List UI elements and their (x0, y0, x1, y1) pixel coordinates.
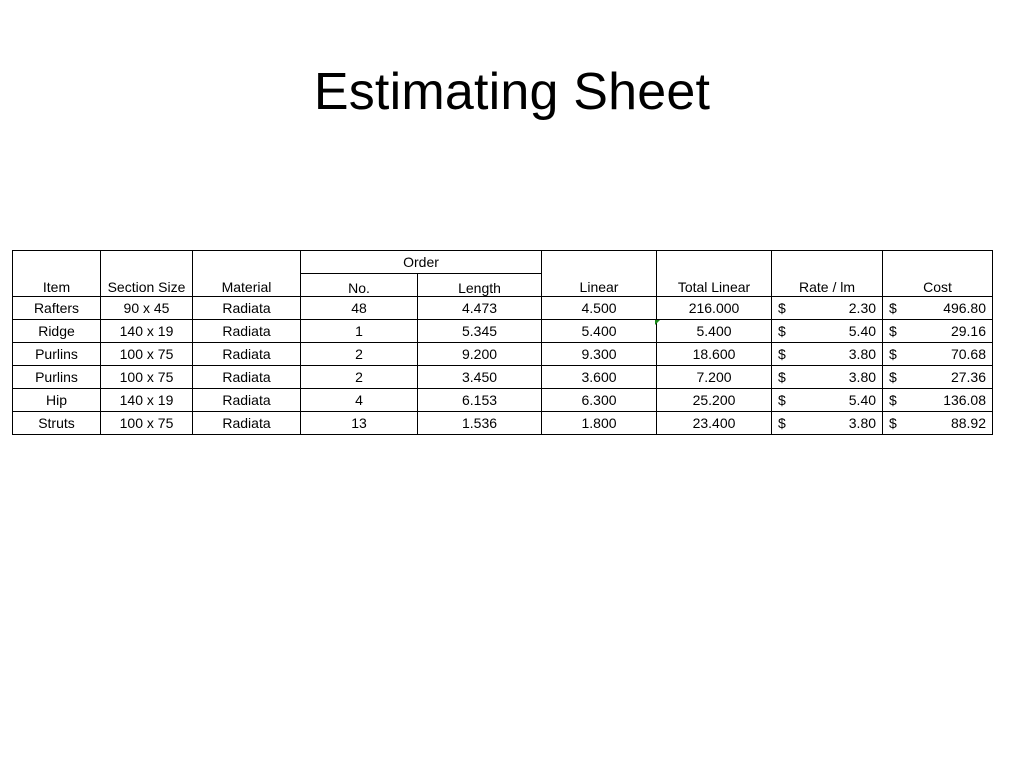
page-title: Estimating Sheet (313, 63, 711, 121)
estimating-table (12, 250, 993, 435)
currency-symbol: $ (778, 391, 786, 408)
header-rate: Rate / lm (772, 251, 883, 297)
cell-item[interactable]: Rafters (13, 297, 101, 320)
table-row (13, 343, 993, 366)
cell-cost-amount: 27.36 (950, 368, 987, 385)
cell-linear[interactable]: 4.500 (542, 297, 657, 320)
cell-linear[interactable]: 6.300 (542, 389, 657, 412)
cell-section-size[interactable]: 140 x 19 (101, 389, 193, 412)
header-order: Order (301, 251, 542, 274)
cell-section-size[interactable]: 90 x 45 (101, 297, 193, 320)
cell-rate-amount: 3.80 (848, 414, 877, 431)
cell-order-length[interactable]: 9.200 (418, 343, 542, 366)
currency-symbol: $ (778, 345, 786, 362)
cell-material[interactable]: Radiata (193, 343, 301, 366)
cell-rate-amount: 3.80 (848, 345, 877, 362)
cell-order-no[interactable]: 1 (301, 320, 418, 343)
currency-symbol: $ (889, 322, 897, 339)
cell-linear[interactable]: 3.600 (542, 366, 657, 389)
cell-item[interactable]: Purlins (13, 343, 101, 366)
table-row (13, 366, 993, 389)
cell-total-linear[interactable]: 7.200 (657, 366, 772, 389)
currency-symbol: $ (778, 299, 786, 316)
cell-rate-amount: 5.40 (848, 391, 877, 408)
cell-linear[interactable]: 9.300 (542, 343, 657, 366)
cell-rate[interactable] (772, 389, 883, 412)
cell-rate-amount: 5.40 (848, 322, 877, 339)
cell-rate-amount: 3.80 (848, 368, 877, 385)
cell-section-size[interactable]: 100 x 75 (101, 343, 193, 366)
cell-order-length[interactable]: 4.473 (418, 297, 542, 320)
cell-cost[interactable] (883, 366, 993, 389)
cell-cost[interactable] (883, 320, 993, 343)
cell-material[interactable]: Radiata (193, 366, 301, 389)
cell-item[interactable]: Purlins (13, 366, 101, 389)
cell-cost[interactable] (883, 389, 993, 412)
cell-cost[interactable] (883, 343, 993, 366)
currency-symbol: $ (889, 299, 897, 316)
table-row (13, 320, 993, 343)
cell-order-no[interactable]: 13 (301, 412, 418, 435)
header-order-no: No. (301, 274, 418, 297)
cell-rate[interactable] (772, 343, 883, 366)
cell-order-no[interactable]: 2 (301, 366, 418, 389)
currency-symbol: $ (778, 322, 786, 339)
cell-section-size[interactable]: 100 x 75 (101, 366, 193, 389)
currency-symbol: $ (889, 345, 897, 362)
currency-symbol: $ (778, 414, 786, 431)
cell-order-length[interactable]: 5.345 (418, 320, 542, 343)
cell-total-linear[interactable]: 216.000 (657, 297, 772, 320)
cell-rate[interactable] (772, 297, 883, 320)
header-total-linear: Total Linear (657, 251, 772, 297)
cell-cost[interactable] (883, 412, 993, 435)
cell-order-length[interactable]: 3.450 (418, 366, 542, 389)
table-row (13, 389, 993, 412)
table-row (13, 412, 993, 435)
cell-order-no[interactable]: 48 (301, 297, 418, 320)
currency-symbol: $ (889, 391, 897, 408)
currency-symbol: $ (889, 414, 897, 431)
cell-material[interactable]: Radiata (193, 389, 301, 412)
cell-cost-amount: 88.92 (950, 414, 987, 431)
cell-rate[interactable] (772, 320, 883, 343)
cell-linear[interactable]: 5.400 (542, 320, 657, 343)
cell-section-size[interactable]: 140 x 19 (101, 320, 193, 343)
cell-item[interactable]: Ridge (13, 320, 101, 343)
currency-symbol: $ (889, 368, 897, 385)
cell-linear[interactable]: 1.800 (542, 412, 657, 435)
comment-indicator-icon (655, 320, 660, 325)
cell-cost-amount: 29.16 (950, 322, 987, 339)
cell-material[interactable]: Radiata (193, 412, 301, 435)
header-order-length: Length (418, 274, 542, 297)
header-linear: Linear (542, 251, 657, 297)
cell-material[interactable]: Radiata (193, 297, 301, 320)
cell-material[interactable]: Radiata (193, 320, 301, 343)
cell-cost-amount: 496.80 (943, 299, 987, 316)
header-item: Item (13, 251, 101, 297)
cell-total-linear[interactable]: 25.200 (657, 389, 772, 412)
currency-symbol: $ (778, 368, 786, 385)
header-cost: Cost (883, 251, 993, 297)
table-body (13, 297, 993, 435)
cell-section-size[interactable]: 100 x 75 (101, 412, 193, 435)
header-material: Material (193, 251, 301, 297)
cell-item[interactable]: Hip (13, 389, 101, 412)
cell-order-length[interactable]: 1.536 (418, 412, 542, 435)
cell-cost-amount: 70.68 (950, 345, 987, 362)
cell-cost-amount: 136.08 (943, 391, 987, 408)
cell-total-linear[interactable]: 23.400 (657, 412, 772, 435)
cell-order-length[interactable]: 6.153 (418, 389, 542, 412)
cell-rate[interactable] (772, 412, 883, 435)
cell-total-linear[interactable]: 18.600 (657, 343, 772, 366)
cell-total-linear[interactable]: 5.400 (657, 320, 772, 343)
cell-item[interactable]: Struts (13, 412, 101, 435)
table-row (13, 297, 993, 320)
cell-rate[interactable] (772, 366, 883, 389)
cell-cost[interactable] (883, 297, 993, 320)
cell-order-no[interactable]: 4 (301, 389, 418, 412)
cell-rate-amount: 2.30 (848, 299, 877, 316)
cell-order-no[interactable]: 2 (301, 343, 418, 366)
header-section-size: Section Size (101, 251, 193, 297)
